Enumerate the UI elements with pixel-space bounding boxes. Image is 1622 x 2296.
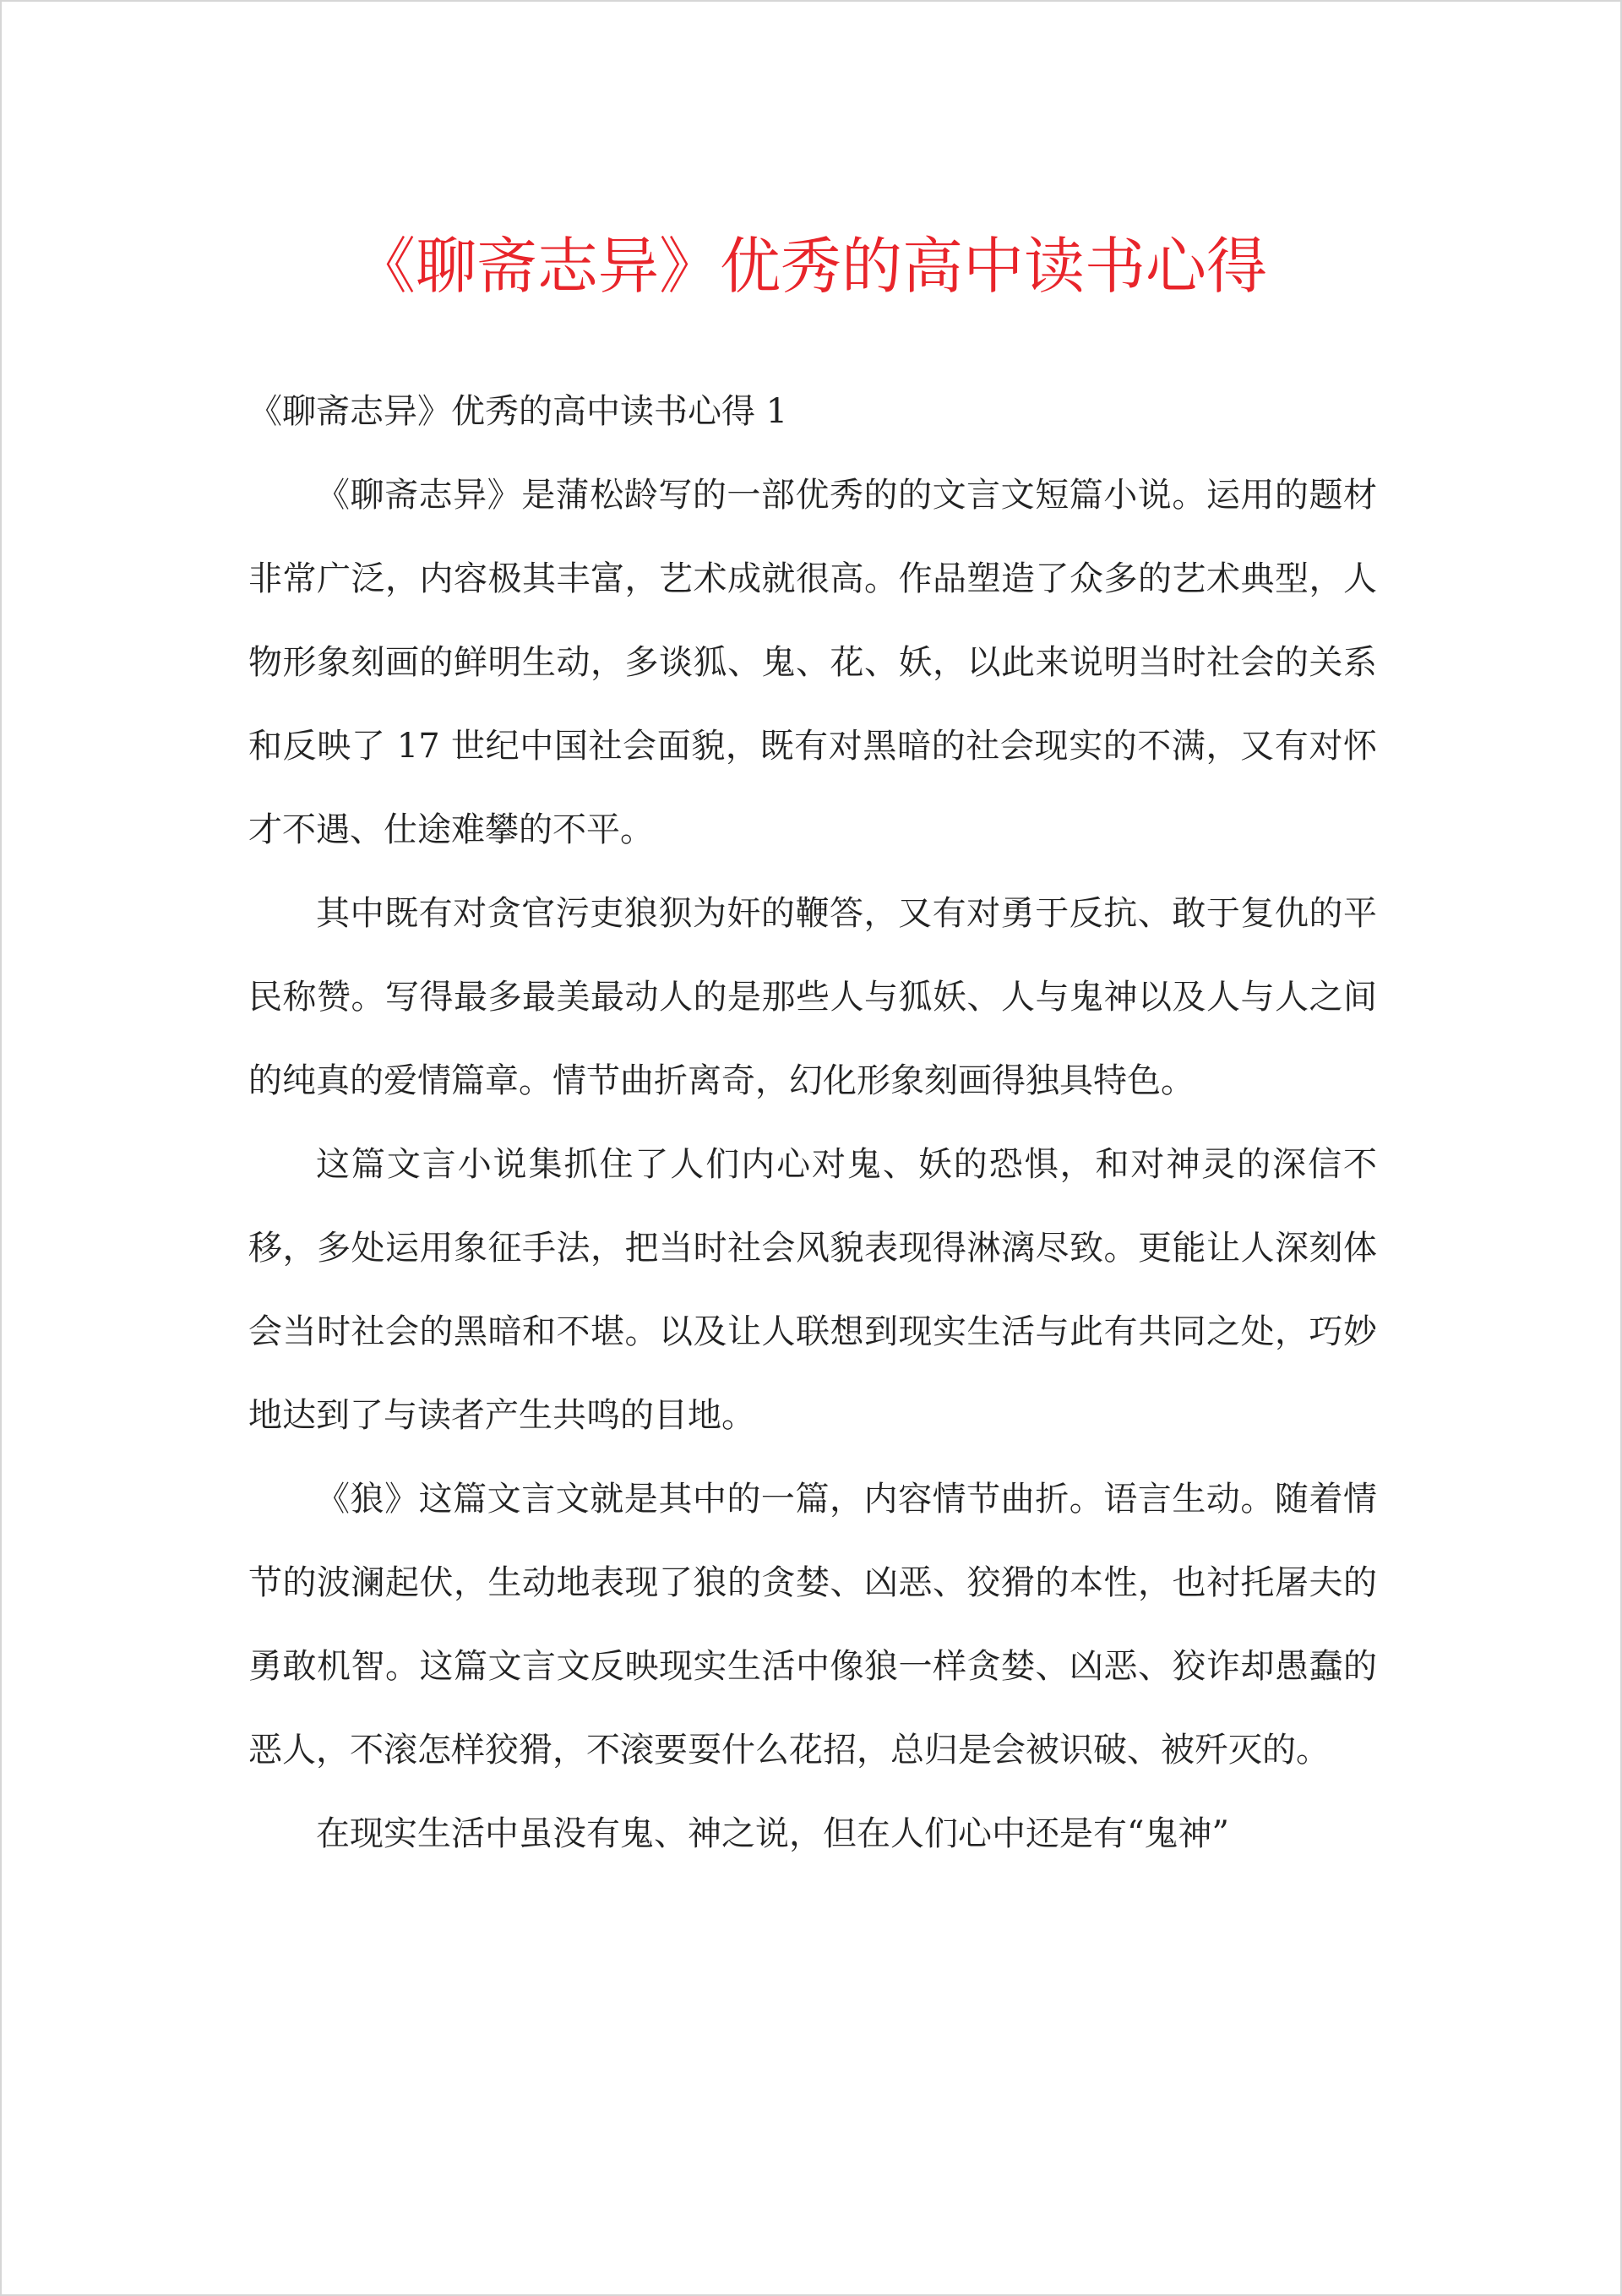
- paragraph-4: 《狼》这篇文言文就是其中的一篇，内容情节曲折。语言生动。随着情节的波澜起伏，生动地表现了狼的贪婪、凶恶、狡猾的本性，也衬托屠夫的勇敢机智。这篇文言文反映现实生活中像狼一样贪婪、凶恶、狡诈却愚蠢的恶人，不滚怎样狡猾，不滚要耍什么花招，总归是会被识破、被歼灭的。: [248, 1480, 1377, 1770]
- document-body: [248, 370, 1377, 1876]
- paragraph-3: 这篇文言小说集抓住了人们内心对鬼、妖的恐惧，和对神灵的深信不移，多处运用象征手法，把当时社会风貌表现得淋漓尽致。更能让人深刻体会当时社会的黑暗和不堪。以及让人联想到现实生活与此有共同之处，巧妙地达到了与读者产生共鸣的目地。: [248, 1145, 1377, 1435]
- section-heading: 《聊斋志异》优秀的高中读书心得 1: [248, 392, 788, 431]
- paragraph-2: 其中既有对贪官污吏狼狈为奸的鞭答，又有对勇于反抗、敢于复仇的平民称赞。写得最多最美最动人的是那些人与狐妖、人与鬼神以及人与人之间的纯真的爱情篇章。情节曲折离奇，幻化形象刻画得独具特色。: [248, 894, 1377, 1100]
- paragraph-5: 在现实生活中虽没有鬼、神之说，但在人们心中还是有“鬼神”: [316, 1814, 1229, 1853]
- document-title: 《聊斋志异》优秀的高中读书心得: [354, 231, 1267, 302]
- paragraph-1: 《聊斋志异》是蒲松龄写的一部优秀的的文言文短篇小说。运用的题材非常广泛，内容极其丰富，艺术成就很高。作品塑造了众多的艺术典型，人物形象刻画的鲜明生动，多谈狐、鬼、花、妖，以此来说明当时社会的关系和反映了 17 世纪中国社会面貌，既有对黑暗的社会现实的不满，又有对怀才不遇、仕途难攀的不平。: [248, 476, 1377, 849]
